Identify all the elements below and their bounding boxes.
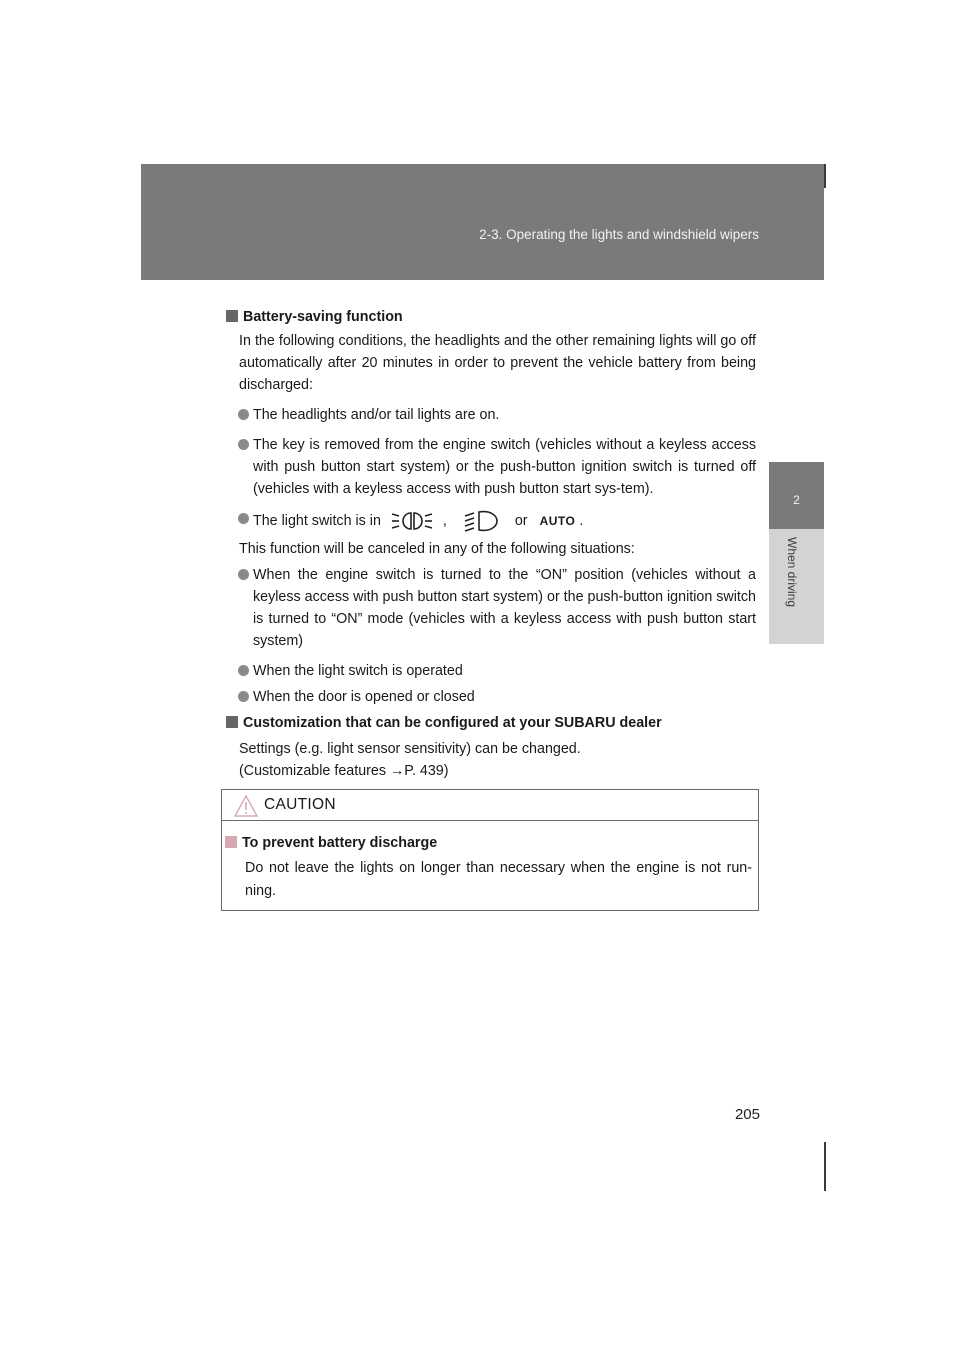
main-content — [226, 306, 756, 782]
chapter-label: When driving — [785, 537, 799, 608]
bullet-item — [253, 660, 756, 682]
caution-heading-text: To prevent battery discharge — [242, 835, 438, 851]
customization-reference: (Customizable features →P. 439) — [239, 763, 449, 779]
caution-header — [222, 790, 758, 821]
caution-box — [221, 789, 759, 911]
caution-title: CAUTION — [264, 796, 336, 813]
bullet-dot-icon — [238, 513, 249, 524]
bullet-text: The key is removed from the engine switch (vehicles without a keyless access with push button start system) or the push-button ignition switch is turned off (vehicles with a keyless access with push button start sys-tem). — [253, 437, 756, 497]
section-title: 2-3. Operating the lights and windshield wipers — [479, 227, 759, 242]
header-band — [141, 164, 824, 280]
bullet-dot-icon — [238, 691, 249, 702]
bullet-text: When the door is opened or closed — [253, 689, 475, 705]
bullet-dot-icon — [238, 439, 249, 450]
customization-heading-text: Customization that can be configured at your SUBARU dealer — [243, 715, 662, 731]
bullet-dot-icon — [238, 409, 249, 420]
square-bullet-icon — [226, 310, 238, 322]
bullet-text: The light switch is in — [253, 512, 381, 529]
caution-heading — [225, 832, 752, 855]
bullet-text: When the light switch is operated — [253, 663, 463, 679]
warning-triangle-icon — [234, 795, 258, 817]
bullet-item — [253, 564, 756, 652]
cancel-intro: This function will be canceled in any of the following situations: — [239, 541, 635, 557]
bullet-item — [253, 404, 756, 426]
bullet-dot-icon — [238, 569, 249, 580]
bullet-item — [253, 434, 756, 500]
battery-heading — [226, 306, 756, 328]
bullet-text: The headlights and/or tail lights are on. — [253, 407, 500, 423]
caution-body — [222, 821, 758, 903]
comma-text: , — [442, 512, 447, 529]
battery-intro: In the following conditions, the headlights and the other remaining lights will go off automatically after 20 minutes in order to prevent the vehicle battery from being discharged: — [239, 333, 756, 393]
bullet-text: When the engine switch is turned to the “ON” position (vehicles without a keyless access with push button start system) or the push-button ignition switch is turned to “ON” mode (vehicles with a keyless access with push button start system) — [253, 567, 757, 649]
bullet-item — [253, 686, 756, 708]
chapter-number: 2 — [793, 493, 800, 507]
crop-mark-top — [824, 164, 826, 188]
customization-line: Settings (e.g. light sensor sensitivity) can be changed. — [239, 741, 581, 757]
square-bullet-icon — [226, 716, 238, 728]
square-bullet-icon — [225, 836, 237, 848]
period-text: . — [579, 512, 584, 529]
caution-text: Do not leave the lights on longer than necessary when the engine is not run-ning. — [245, 860, 752, 899]
page-number: 205 — [734, 1106, 760, 1123]
bullet-dot-icon — [238, 665, 249, 676]
chapter-tab — [769, 462, 824, 529]
bullet-item — [253, 508, 756, 534]
crop-mark-bottom — [824, 1142, 826, 1191]
customization-heading — [226, 712, 756, 734]
chapter-label-tab — [769, 529, 824, 644]
headlight-icon — [463, 508, 503, 534]
battery-heading-text: Battery-saving function — [243, 309, 403, 325]
tail-light-icon — [391, 508, 437, 534]
auto-label: AUTO — [539, 513, 576, 528]
or-text: or — [514, 512, 528, 529]
